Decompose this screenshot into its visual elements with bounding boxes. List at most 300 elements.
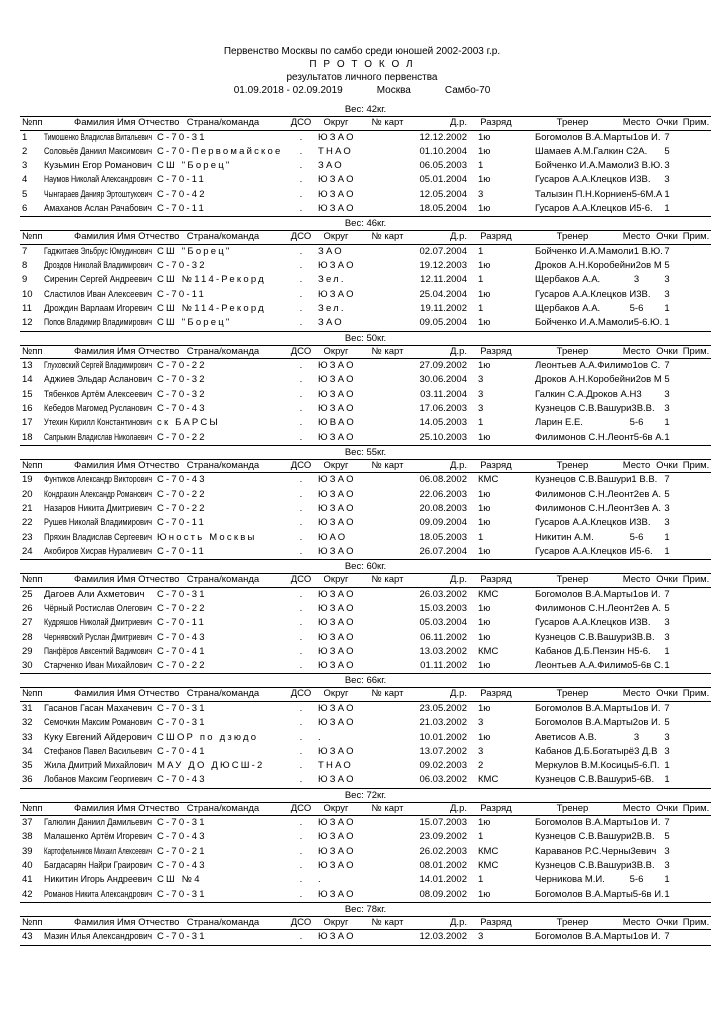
cell-dob: 21.03.2002 [419, 717, 467, 729]
weight-section [20, 446, 711, 560]
cell-num: 27 [22, 617, 33, 629]
column-header: №пп [22, 574, 43, 586]
column-header: Тренер [556, 345, 589, 357]
column-header: Разряд [480, 574, 512, 586]
cell-ochki: 1 [664, 317, 670, 329]
column-header: Прим. [682, 574, 710, 586]
table-row [20, 773, 711, 787]
cell-trainer: Талызин П.Н.Корниен5-6М.А [535, 188, 663, 200]
cell-name: Наумов Николай Александрович [44, 174, 152, 186]
cell-dso: . [299, 502, 303, 514]
cell-trainer: Ларин Е.Е. [535, 417, 583, 429]
cell-dso: . [299, 602, 303, 614]
cell-razryad: КМС [478, 588, 499, 600]
cell-dob: 09.02.2003 [419, 760, 467, 772]
column-header: Фамилия Имя Отчество [74, 574, 180, 586]
table-row [20, 159, 711, 173]
table-row [20, 259, 711, 273]
cell-okrug: ЮЗАО [318, 260, 356, 272]
cell-dso: . [299, 417, 303, 429]
table-row [20, 645, 711, 659]
event-city: Москва [376, 85, 411, 96]
cell-num: 40 [22, 860, 33, 872]
cell-mesto: 3 [633, 731, 640, 743]
cell-num: 12 [22, 317, 33, 329]
cell-ochki: 5 [664, 374, 670, 386]
table-row [20, 588, 711, 602]
cell-ochki: 1 [664, 545, 670, 557]
column-header: Тренер [556, 688, 589, 700]
column-header: №пп [22, 916, 43, 928]
table-row [20, 631, 711, 645]
cell-dob: 12.03.2002 [419, 931, 467, 943]
column-header: № карт [371, 688, 404, 700]
cell-name: Старченко Иван Михайлович [44, 660, 152, 672]
cell-trainer: Богомолов В.А.Марты1ов И. [535, 702, 661, 714]
column-header: Фамилия Имя Отчество [74, 802, 180, 814]
cell-trainer: Гусаров А.А.Клецков И5-6. [535, 545, 653, 557]
cell-razryad: 1ю [478, 817, 491, 829]
cell-dob: 23.05.2002 [419, 702, 467, 714]
cell-okrug: ЮЗАО [318, 174, 356, 186]
cell-ochki: 1 [664, 202, 670, 214]
cell-team: С-70-11 [157, 545, 207, 557]
cell-ochki: 3 [664, 860, 670, 872]
column-header: Округ [323, 802, 349, 814]
cell-razryad: 1ю [478, 145, 491, 157]
cell-dob: 01.11.2002 [420, 660, 467, 672]
cell-num: 8 [22, 260, 28, 272]
weight-title: Вес: 78кг. [344, 903, 387, 915]
column-header: №пп [22, 231, 43, 243]
table-row [20, 131, 711, 145]
cell-num: 16 [22, 402, 33, 414]
cell-okrug: ЮЗАО [318, 645, 356, 657]
table-row [20, 616, 711, 630]
cell-dso: . [299, 145, 303, 157]
cell-team: С-70-22 [157, 488, 207, 500]
cell-ochki: 1 [664, 774, 670, 786]
cell-okrug: ЮЗАО [318, 545, 356, 557]
cell-team: СШ №4 [157, 874, 202, 886]
cell-num: 39 [22, 845, 33, 857]
table-body [20, 473, 711, 560]
cell-num: 26 [22, 602, 33, 614]
table-row [20, 531, 711, 545]
cell-ochki: 3 [664, 745, 670, 757]
cell-trainer: Гусаров А.А.Клецков И5-6. [535, 202, 653, 214]
column-header: №пп [22, 345, 43, 357]
column-header: №пп [22, 802, 43, 814]
cell-razryad: КМС [478, 860, 499, 872]
cell-dso: . [299, 617, 303, 629]
table-header-row [20, 687, 711, 702]
cell-num: 20 [22, 488, 33, 500]
column-header: Прим. [682, 117, 710, 128]
cell-razryad: 1ю [478, 660, 491, 672]
cell-name: Аджиев Эльдар Асланович [44, 374, 152, 386]
cell-dob: 17.06.2003 [419, 402, 467, 414]
cell-team: С-70-43 [157, 774, 207, 786]
cell-okrug: ЮЗАО [318, 431, 356, 443]
table-row [20, 745, 711, 759]
cell-dob: 06.05.2003 [419, 160, 467, 172]
column-header: № карт [371, 574, 404, 586]
cell-dso: . [299, 860, 303, 872]
cell-num: 28 [22, 631, 33, 643]
cell-razryad: 1 [478, 274, 484, 286]
cell-num: 30 [22, 660, 33, 672]
cell-num: 34 [22, 745, 33, 757]
cell-razryad: 1ю [478, 174, 491, 186]
cell-ochki: 7 [664, 474, 670, 486]
cell-name: Гасанов Гасан Махачевич [44, 702, 152, 714]
cell-num: 17 [22, 417, 33, 429]
cell-trainer: Гусаров А.А.Клецков И3В. [535, 174, 651, 186]
cell-okrug: ЮЗАО [318, 288, 356, 300]
column-header: Прим. [682, 231, 710, 243]
table-row [20, 488, 711, 502]
cell-okrug: ЮЗАО [318, 660, 356, 672]
cell-ochki: 1 [664, 760, 670, 772]
cell-okrug: ЮЗАО [318, 817, 356, 829]
cell-okrug: ЮЗАО [318, 617, 356, 629]
cell-okrug: ТНАО [318, 760, 353, 772]
cell-name: Романов Никита Александрович [44, 888, 152, 900]
cell-dob: 06.03.2002 [419, 774, 467, 786]
table-header-row [20, 230, 711, 245]
cell-dso: . [299, 488, 303, 500]
column-header: Разряд [480, 688, 512, 700]
column-header: Страна/команда [186, 688, 260, 700]
cell-razryad: 1ю [478, 488, 491, 500]
column-header: ДСО [290, 688, 312, 700]
cell-dso: . [299, 317, 303, 329]
cell-name: Кудряшов Николай Дмитриевич [44, 617, 152, 629]
cell-trainer: Аветисов А.В. [535, 731, 597, 743]
cell-trainer: Бойченко И.А.Мамоли5-6.Ю. [535, 317, 663, 329]
cell-dso: . [299, 517, 303, 529]
table-row [20, 188, 711, 202]
column-header: ДСО [290, 231, 312, 243]
cell-team: С-70-22 [157, 360, 207, 372]
column-header: Прим. [682, 802, 710, 814]
cell-trainer: Кабанов Д.Б.Богатырё3 Д.В [535, 745, 658, 757]
table-row [20, 373, 711, 387]
cell-dso: . [299, 845, 303, 857]
column-header: Место [622, 574, 651, 586]
cell-team: Юность Москвы [157, 531, 257, 543]
cell-num: 10 [22, 288, 33, 300]
cell-dob: 09.05.2004 [419, 317, 467, 329]
cell-dso: . [299, 260, 303, 272]
cell-dso: . [299, 160, 303, 172]
column-header: Очки [656, 802, 678, 814]
cell-num: 1 [22, 131, 28, 143]
cell-razryad: 2 [478, 760, 484, 772]
column-header: Округ [323, 688, 349, 700]
cell-trainer: Черникова М.И. [535, 874, 605, 886]
cell-razryad: 1 [478, 531, 484, 543]
event-dates: 01.09.2018 - 02.09.2019 [233, 85, 343, 96]
cell-razryad: 1ю [478, 631, 491, 643]
cell-dso: . [299, 174, 303, 186]
cell-team: С-70-31 [157, 131, 207, 143]
cell-okrug: ЮЗАО [318, 831, 356, 843]
cell-num: 22 [22, 517, 33, 529]
cell-trainer: Бойченко И.А.Мамоли3 В.Ю. [535, 160, 663, 172]
cell-name: Семочкин Максим Романович [44, 717, 152, 729]
cell-team: СШ "Борец" [157, 245, 232, 257]
cell-ochki: 7 [664, 588, 670, 600]
cell-ochki: 1 [664, 188, 670, 200]
cell-okrug: ЮЗАО [318, 188, 356, 200]
cell-trainer: Меркулов В.М.Косицы5-6.П. [535, 760, 660, 772]
table-row [20, 731, 711, 745]
weight-section [20, 789, 711, 903]
cell-razryad: 1ю [478, 360, 491, 372]
column-header: Д.р. [450, 231, 467, 243]
cell-name: Жила Дмитрий Михайлович [44, 760, 152, 772]
cell-razryad: 1ю [478, 702, 491, 714]
cell-team: С-70-Первомайское [157, 145, 283, 157]
cell-razryad: КМС [478, 645, 499, 657]
column-header: Страна/команда [186, 231, 260, 243]
cell-okrug: ЮЗАО [318, 588, 356, 600]
column-header: Место [622, 916, 651, 928]
cell-name: Картофельников Михаил Алексеевич [44, 845, 152, 857]
cell-okrug: ЮЗАО [318, 374, 356, 386]
cell-dob: 06.08.2002 [419, 474, 467, 486]
cell-okrug: ЗАО [318, 317, 344, 329]
table-row [20, 545, 711, 559]
table-row [20, 845, 711, 859]
column-header: Страна/команда [186, 345, 260, 357]
cell-dob: 09.09.2004 [419, 517, 467, 529]
cell-trainer: Кабанов Д.Б.Пензин Н5-6. [535, 645, 651, 657]
weight-section [20, 217, 711, 331]
cell-trainer: Филимонов С.Н.Леонт2ев А. [535, 488, 662, 500]
cell-razryad: 1ю [478, 288, 491, 300]
cell-trainer: Филимонов С.Н.Леонт3ев А. [535, 502, 662, 514]
column-header: Округ [323, 117, 349, 128]
cell-dso: . [299, 374, 303, 386]
column-header: Место [622, 345, 651, 357]
cell-razryad: 1 [478, 417, 484, 429]
table-row [20, 316, 711, 330]
cell-ochki: 3 [664, 388, 670, 400]
column-header: Страна/команда [186, 117, 260, 128]
cell-team: С-70-31 [157, 931, 207, 943]
cell-trainer: Кузнецов С.В.Вашури1 В.В. [535, 474, 658, 486]
cell-trainer: Бойченко И.А.Мамоли1 В.Ю. [535, 245, 663, 257]
cell-okrug: ЮЗАО [318, 202, 356, 214]
cell-num: 36 [22, 774, 33, 786]
table-row [20, 702, 711, 716]
cell-dob: 19.12.2003 [419, 260, 467, 272]
event-club: Самбо-70 [444, 85, 491, 96]
column-header: Д.р. [450, 117, 467, 128]
cell-team: С-70-41 [157, 645, 207, 657]
cell-ochki: 5 [664, 602, 670, 614]
cell-dob: 15.07.2003 [419, 817, 467, 829]
cell-razryad: 1ю [478, 888, 491, 900]
cell-name: Багдасарян Найри Граирович [44, 860, 152, 872]
column-header: Прим. [682, 459, 710, 471]
cell-dob: 23.09.2002 [419, 831, 467, 843]
table-row [20, 888, 711, 902]
cell-dso: . [299, 274, 303, 286]
cell-name: Попов Владимир Владимирович [44, 317, 152, 329]
cell-razryad: КМС [478, 845, 499, 857]
table-row [20, 859, 711, 873]
column-header: Прим. [682, 916, 710, 928]
table-row [20, 473, 711, 487]
cell-dob: 14.01.2002 [419, 874, 467, 886]
cell-team: С-70-11 [157, 517, 207, 529]
cell-dob: 12.12.2002 [419, 131, 467, 143]
column-header: ДСО [290, 345, 312, 357]
cell-okrug: . [318, 874, 323, 886]
cell-okrug: Зел. [318, 302, 346, 314]
cell-num: 42 [22, 888, 33, 900]
cell-team: С-70-11 [157, 288, 207, 300]
table-header-row [20, 116, 711, 131]
cell-ochki: 3 [664, 731, 670, 743]
protocol-title: П Р О Т О К О Л [309, 59, 415, 70]
cell-team: С-70-32 [157, 260, 207, 272]
cell-dso: . [299, 388, 303, 400]
cell-num: 41 [22, 874, 33, 886]
table-row [20, 602, 711, 616]
cell-trainer: Караванов Р.С.Черны3евич [535, 845, 657, 857]
cell-name: Чынгараев Данияр Эртоштукович [44, 188, 152, 200]
column-header: Очки [656, 574, 678, 586]
cell-dso: . [299, 745, 303, 757]
cell-trainer: Щербаков А.А. [535, 302, 601, 314]
cell-ochki: 1 [664, 645, 670, 657]
cell-name: Акобиров Хисрав Нуралиевич [44, 545, 152, 557]
table-row [20, 388, 711, 402]
cell-dso: . [299, 631, 303, 643]
table-row [20, 145, 711, 159]
cell-name: Малашенко Артём Игоревич [44, 831, 152, 843]
cell-dso: . [299, 831, 303, 843]
weight-section [20, 903, 711, 946]
cell-trainer: Богомолов В.А.Марты1ов И. [535, 931, 661, 943]
cell-name: Сапрыкин Владислав Николаевич [44, 431, 152, 443]
cell-team: С-70-43 [157, 402, 207, 414]
column-header: Тренер [556, 231, 589, 243]
cell-dob: 25.04.2004 [419, 288, 467, 300]
cell-okrug: ЗАО [318, 160, 344, 172]
cell-razryad: 1ю [478, 502, 491, 514]
cell-okrug: ЮЗАО [318, 745, 356, 757]
table-header-row [20, 459, 711, 474]
cell-team: С-70-32 [157, 374, 207, 386]
cell-dso: . [299, 288, 303, 300]
cell-okrug: ЮЗАО [318, 931, 356, 943]
weight-title: Вес: 50кг. [344, 332, 387, 344]
cell-team: С-70-31 [157, 888, 207, 900]
cell-dso: . [299, 774, 303, 786]
cell-ochki: 1 [664, 302, 670, 314]
cell-name: Тимошенко Владислав Витальевич [44, 131, 152, 143]
cell-razryad: 3 [478, 188, 484, 200]
cell-team: С-70-31 [157, 717, 207, 729]
cell-razryad: 1ю [478, 431, 491, 443]
cell-dso: . [299, 645, 303, 657]
cell-okrug: ЮЗАО [318, 860, 356, 872]
cell-ochki: 3 [664, 274, 670, 286]
column-header: Прим. [682, 688, 710, 700]
cell-num: 29 [22, 645, 33, 657]
cell-okrug: ЮЗАО [318, 388, 356, 400]
column-header: ДСО [290, 802, 312, 814]
column-header: Страна/команда [186, 916, 260, 928]
column-header: Разряд [480, 345, 512, 357]
cell-name: Стефанов Павел Васильевич [44, 745, 152, 757]
cell-dob: 27.09.2002 [419, 360, 467, 372]
cell-num: 2 [22, 145, 28, 157]
cell-name: Чёрный Ростислав Олегович [44, 602, 152, 614]
cell-num: 11 [22, 302, 32, 314]
cell-okrug: ЗАО [318, 245, 344, 257]
cell-name: Дагоев Али Ахметович [44, 588, 145, 600]
table-body [20, 245, 711, 332]
cell-dob: 22.06.2003 [419, 488, 467, 500]
cell-dso: . [299, 245, 303, 257]
cell-dob: 05.03.2004 [419, 617, 467, 629]
cell-okrug: Зел. [318, 274, 346, 286]
table-row [20, 288, 711, 302]
cell-mesto: 5-6 [629, 874, 644, 886]
table-row [20, 431, 711, 445]
cell-razryad: 1ю [478, 602, 491, 614]
cell-team: С-70-11 [157, 617, 207, 629]
column-header: ДСО [290, 574, 312, 586]
weight-section [20, 103, 711, 217]
cell-trainer: Шамаев А.М.Галкин С2А. [535, 145, 648, 157]
cell-name: Фунтиков Александр Викторович [44, 474, 152, 486]
cell-razryad: 1ю [478, 617, 491, 629]
table-body [20, 359, 711, 446]
cell-name: Никитин Игорь Андреевич [44, 874, 152, 886]
table-row [20, 302, 711, 316]
column-header: №пп [22, 688, 43, 700]
column-header: Очки [656, 916, 678, 928]
column-header: Очки [656, 345, 678, 357]
table-row [20, 416, 711, 430]
cell-okrug: ЮЗАО [318, 774, 356, 786]
cell-trainer: Богомолов В.А.Марты1ов И. [535, 131, 661, 143]
cell-ochki: 3 [664, 502, 670, 514]
cell-trainer: Филимонов С.Н.Леонт2ев А. [535, 602, 662, 614]
cell-trainer: Кузнецов С.В.Вашури3В.В. [535, 402, 655, 414]
column-header: Тренер [556, 117, 589, 128]
cell-ochki: 3 [664, 174, 670, 186]
column-header: Разряд [480, 459, 512, 471]
cell-num: 35 [22, 760, 33, 772]
cell-razryad: 1ю [478, 517, 491, 529]
column-header: № карт [371, 459, 404, 471]
column-header: №пп [22, 459, 43, 471]
cell-dso: . [299, 702, 303, 714]
cell-team: ск БАРСЫ [157, 417, 221, 429]
cell-team: С-70-42 [157, 188, 207, 200]
cell-razryad: 1 [478, 245, 484, 257]
tournament-title: Первенство Москвы по самбо среди юношей 2002-2003 г.р. [223, 46, 501, 57]
